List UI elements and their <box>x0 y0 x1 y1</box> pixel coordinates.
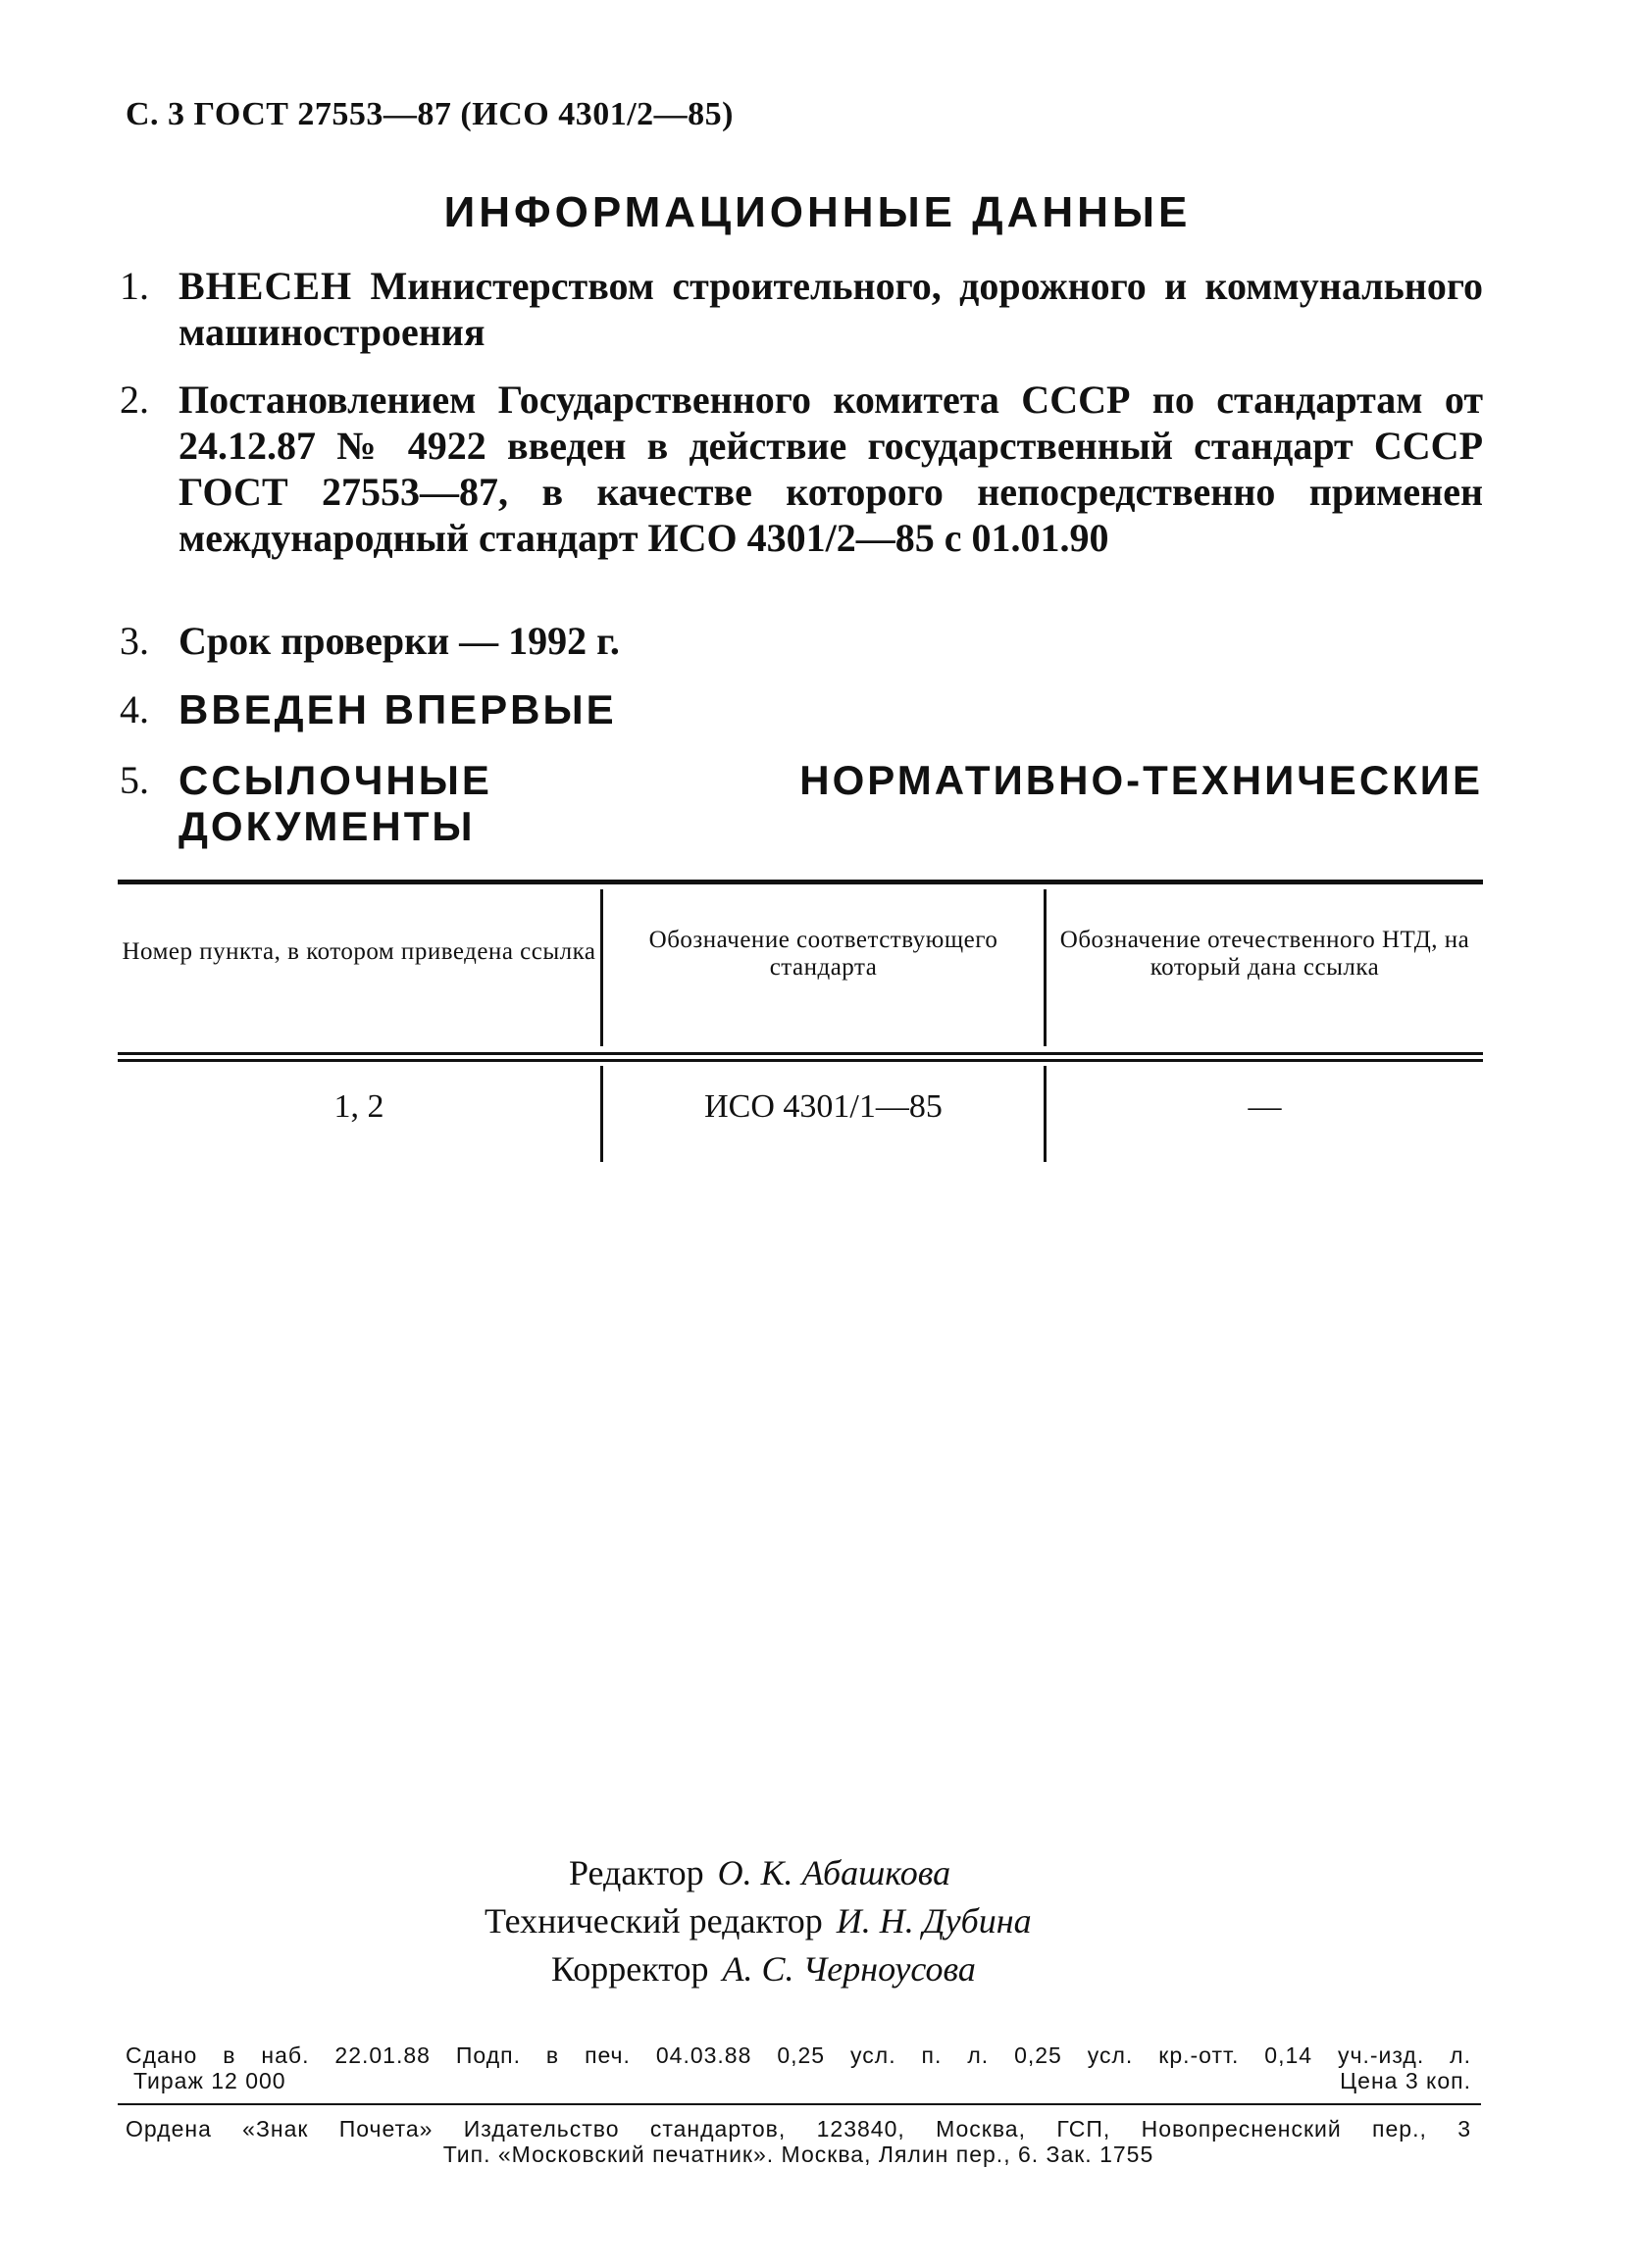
credit-person: О. К. Абашкова <box>717 1853 951 1892</box>
credit-corrector <box>551 1945 976 1993</box>
item-text <box>179 263 1483 355</box>
credit-tech-editor <box>485 1897 1032 1945</box>
imprint-publisher: Ордена «Знак Почета» Издательство стандартов, 123840, Москва, ГСП, Новопресненский пер., 3 <box>126 2116 1471 2142</box>
table-header-rule <box>118 1059 1483 1062</box>
item-body: Министерством строительного, дорожного и коммунального машиностроения <box>179 264 1483 354</box>
item-lead: ВНЕСЕН <box>179 264 353 308</box>
table-header-clause-number: Номер пункта, в котором приведена ссылка <box>122 938 596 965</box>
info-item-1 <box>120 263 1483 355</box>
item-text: Срок проверки — 1992 г. <box>179 619 620 663</box>
table-top-rule <box>118 880 1483 884</box>
credit-person: И. Н. Дубина <box>836 1901 1032 1940</box>
item-number: 4. <box>120 687 149 731</box>
imprint-print-run: Тираж 12 000 <box>133 2068 286 2093</box>
item-text: Постановлением Государственного комитета СССР по стандартам от 24.12.87 № 4922 введен в действие государственный стандарт СССР ГОСТ 27553—87, в качестве которого непосредственно применен международный стандарт ИСО 4301/2—85 с 01.01.90 <box>179 378 1483 560</box>
table-cell-standard: ИСО 4301/1—85 <box>704 1088 943 1125</box>
table-header-rule <box>118 1052 1483 1055</box>
item-number: 3. <box>120 619 149 663</box>
item-number: 2. <box>120 378 149 422</box>
credit-role: Технический редактор <box>485 1901 823 1940</box>
table-header-standard: Обозначение соответствующего стандарта <box>648 927 998 981</box>
credit-role: Редактор <box>569 1853 704 1892</box>
info-item-2 <box>120 377 1483 561</box>
section-title: ИНФОРМАЦИОННЫЕ ДАННЫЕ <box>443 188 1192 236</box>
info-item-5 <box>120 757 1483 849</box>
credit-role: Корректор <box>551 1949 709 1989</box>
credit-person: А. С. Черноусова <box>722 1949 976 1989</box>
imprint-rule <box>118 2103 1481 2105</box>
imprint-price: Цена 3 коп. <box>1340 2068 1471 2093</box>
imprint-printer: Тип. «Московский печатник». Москва, Лялин пер., 6. Зак. 1755 <box>442 2142 1154 2167</box>
info-item-3 <box>120 618 1483 664</box>
imprint-print-data: Сдано в наб. 22.01.88 Подп. в печ. 04.03.88 0,25 усл. п. л. 0,25 усл. кр.-отт. 0,14 уч.-изд. л. <box>126 2042 1471 2068</box>
info-item-4 <box>120 686 1483 732</box>
credit-editor <box>569 1849 950 1897</box>
table-header-domestic-ntd: Обозначение отечественного НТД, на который дана ссылка <box>1059 927 1470 981</box>
item-number: 5. <box>120 758 149 802</box>
item-text: ССЫЛОЧНЫЕ НОРМАТИВНО-ТЕХНИЧЕСКИЕ ДОКУМЕНТЫ <box>179 757 1483 849</box>
table-cell-clause: 1, 2 <box>333 1088 384 1125</box>
item-text: ВВЕДЕН ВПЕРВЫЕ <box>179 686 617 732</box>
item-number: 1. <box>120 264 149 308</box>
reference-table <box>118 880 1483 1162</box>
table-cell-ntd: — <box>1248 1088 1282 1125</box>
running-header: С. 3 ГОСТ 27553—87 (ИСО 4301/2—85) <box>126 96 734 132</box>
